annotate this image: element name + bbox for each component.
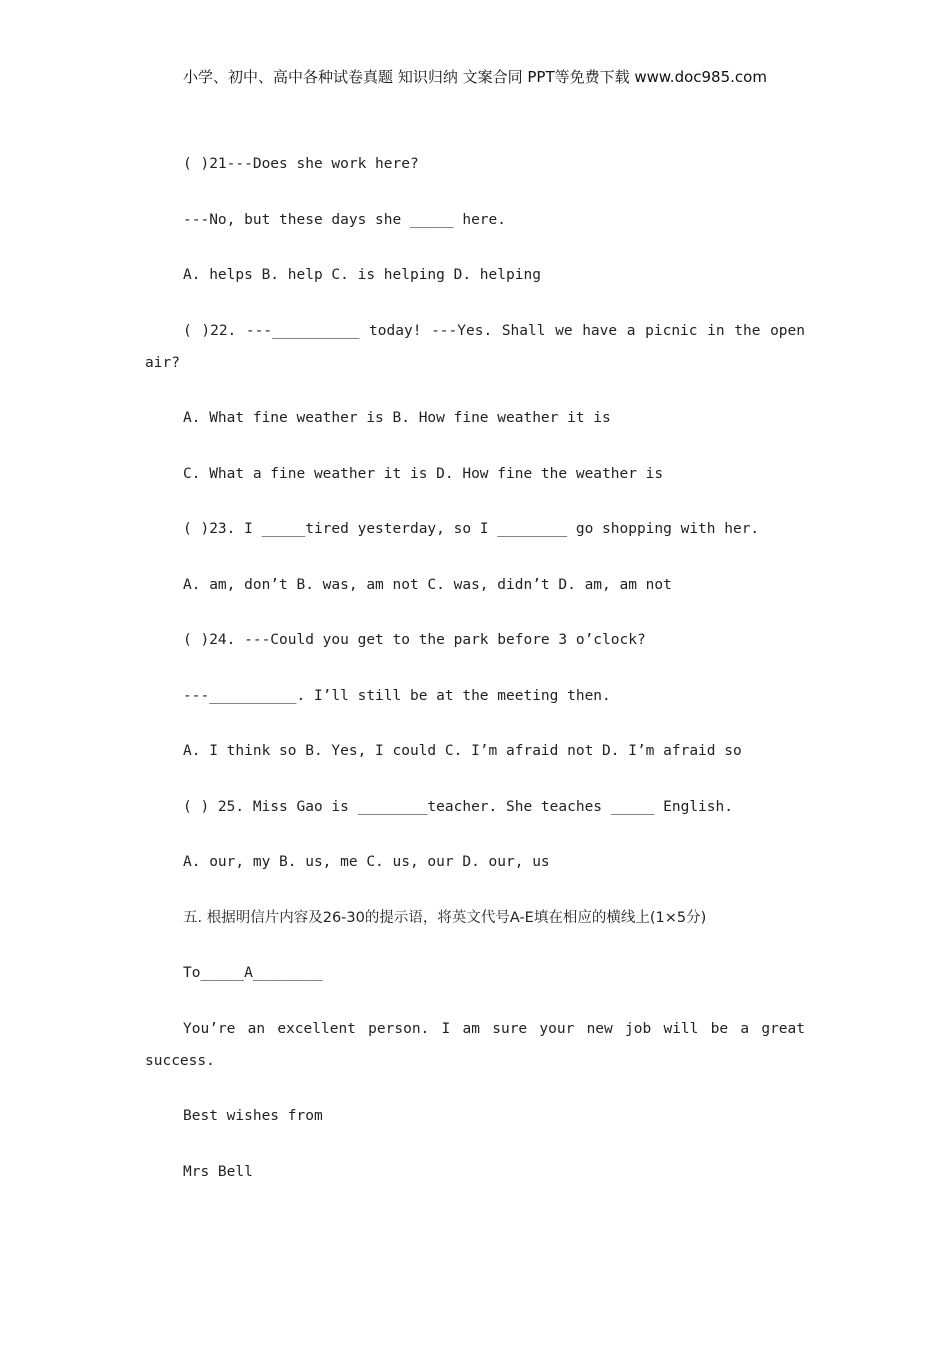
question-25-stem: ( ) 25. Miss Gao is ________teacher. She teaches _____ English. [183, 798, 733, 815]
question-24-options: A. I think so B. Yes, I could C. I’m afraid not D. I’m afraid so [183, 743, 742, 759]
postcard-closing: Best wishes from [183, 1108, 323, 1124]
question-21-response: ---No, but these days she _____ here. [183, 211, 507, 228]
question-21-stem: ( )21---Does she work here? [183, 156, 419, 172]
question-23-stem: ( )23. I _____tired yesterday, so I ________ go shopping with her. [183, 521, 760, 537]
question-22-options-cd: C. What a fine weather it is D. How fine the weather is [183, 465, 664, 482]
postcard-signature: Mrs Bell [183, 1163, 253, 1180]
question-24-response: ---__________. I’ll still be at the meeting then. [183, 687, 611, 704]
section-five-instruction: 五. 根据明信片内容及26-30的提示语，将英文代号A-E填在相应的横线上(1×5分) [183, 909, 707, 926]
question-24-stem: ( )24. ---Could you get to the park before 3 o’clock? [183, 632, 646, 648]
question-25-options: A. our, my B. us, me C. us, our D. our, us [183, 854, 550, 870]
question-23-options: A. am, don’t B. was, am not C. was, didn’t D. am, am not [183, 576, 672, 593]
page-header-banner: 小学、初中、高中各种试卷真题 知识归纳 文案合同 PPT等免费下载 www.doc985.com [183, 68, 767, 86]
postcard-to-line: To_____A________ [183, 965, 323, 981]
question-21-options: A. helps B. help C. is helping D. helping [183, 267, 541, 283]
question-22-options-ab: A. What fine weather is B. How fine weather it is [183, 410, 611, 426]
document-body [145, 148, 805, 1211]
postcard-message: You’re an excellent person. I am sure your new job will be a great success. [145, 1020, 805, 1069]
question-22-stem: ( )22. ---__________ today! ---Yes. Shall we have a picnic in the open air? [145, 322, 805, 371]
